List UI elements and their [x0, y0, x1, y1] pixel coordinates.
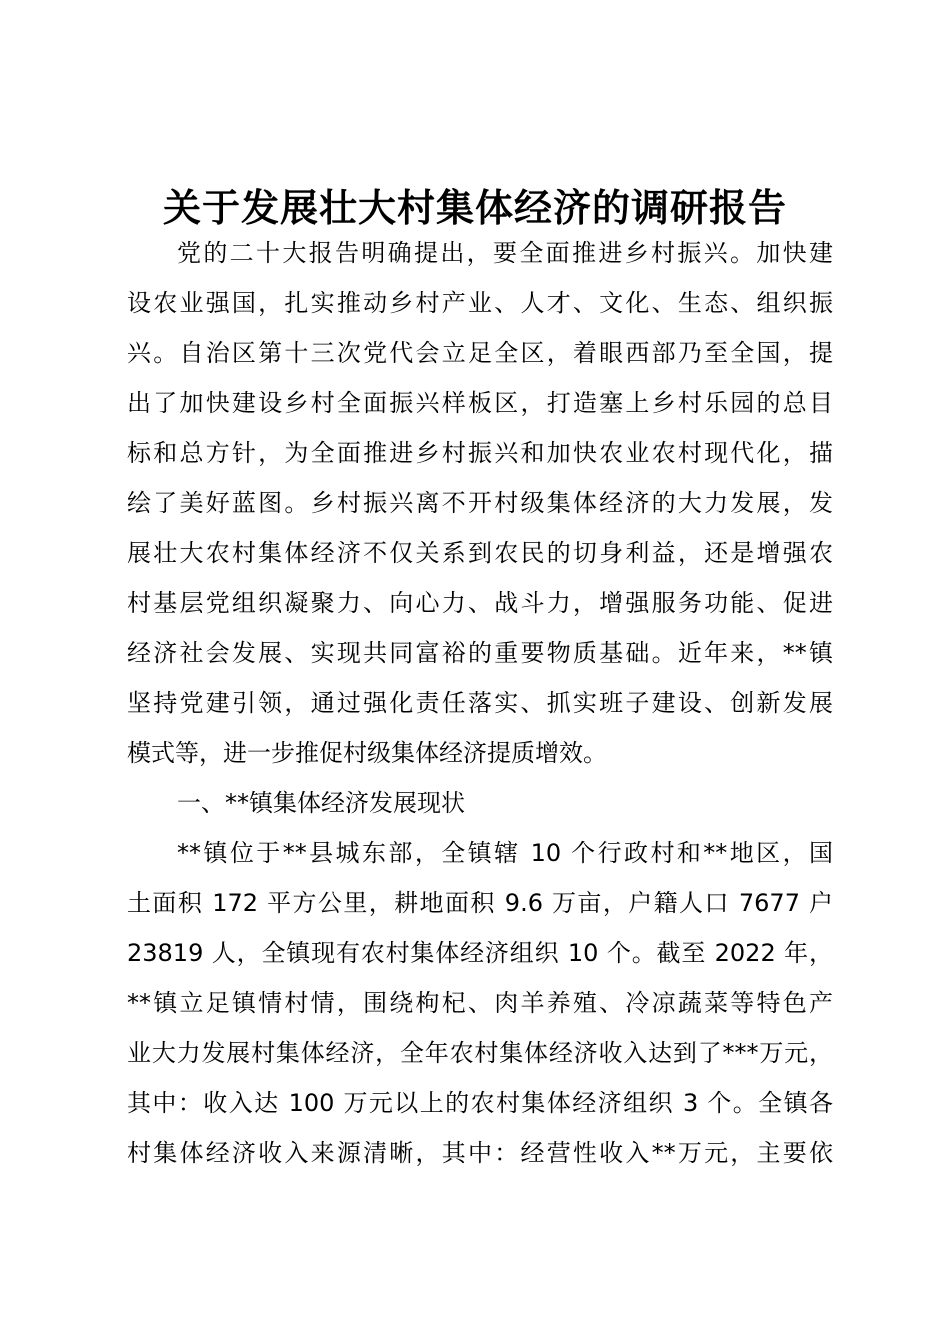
paragraph-line: **镇位于**县城东部，全镇辖 10 个行政村和**地区，国: [177, 839, 833, 867]
paragraph-line: 村基层党组织凝聚力、向心力、战斗力，增强服务功能、促进: [127, 589, 833, 617]
paragraph-line: 标和总方针，为全面推进乡村振兴和加快农业农村现代化，描: [127, 439, 833, 467]
paragraph-line: 兴。自治区第十三次党代会立足全区，着眼西部乃至全国，提: [127, 339, 833, 367]
paragraph-line: 绘了美好蓝图。乡村振兴离不开村级集体经济的大力发展，发: [127, 489, 833, 517]
paragraph-line: 经济社会发展、实现共同富裕的重要物质基础。近年来，**镇: [127, 639, 833, 667]
paragraph-line: 模式等，进一步推促村级集体经济提质增效。: [127, 739, 607, 767]
paragraph-line: 党的二十大报告明确提出，要全面推进乡村振兴。加快建: [177, 239, 833, 267]
paragraph-line: 展壮大农村集体经济不仅关系到农民的切身利益，还是增强农: [127, 539, 833, 567]
paragraph-line: 出了加快建设乡村全面振兴样板区，打造塞上乡村乐园的总目: [127, 389, 833, 417]
paragraph-line: 土面积 172 平方公里，耕地面积 9.6 万亩，户籍人口 7677 户: [127, 889, 833, 917]
paragraph-line: **镇立足镇情村情，围绕枸杞、肉羊养殖、冷凉蔬菜等特色产: [127, 989, 833, 1017]
paragraph-line: 坚持党建引领，通过强化责任落实、抓实班子建设、创新发展: [127, 689, 833, 717]
paragraph-intro: [127, 228, 833, 778]
paragraph-status: [127, 828, 833, 1178]
paragraph-line: 设农业强国，扎实推动乡村产业、人才、文化、生态、组织振: [127, 289, 833, 317]
section-heading: [127, 778, 833, 828]
paragraph-line: 村集体经济收入来源清晰，其中：经营性收入**万元，主要依: [127, 1139, 833, 1167]
paragraph-line: 其中：收入达 100 万元以上的农村集体经济组织 3 个。全镇各: [127, 1089, 833, 1117]
paragraph-line: 业大力发展村集体经济，全年农村集体经济收入达到了***万元，: [127, 1039, 833, 1067]
document-title: 关于发展壮大村集体经济的调研报告: [162, 185, 787, 230]
paragraph-line: 23819 人，全镇现有农村集体经济组织 10 个。截至 2022 年，: [127, 939, 833, 967]
heading-line: 一、**镇集体经济发展现状: [177, 789, 465, 817]
